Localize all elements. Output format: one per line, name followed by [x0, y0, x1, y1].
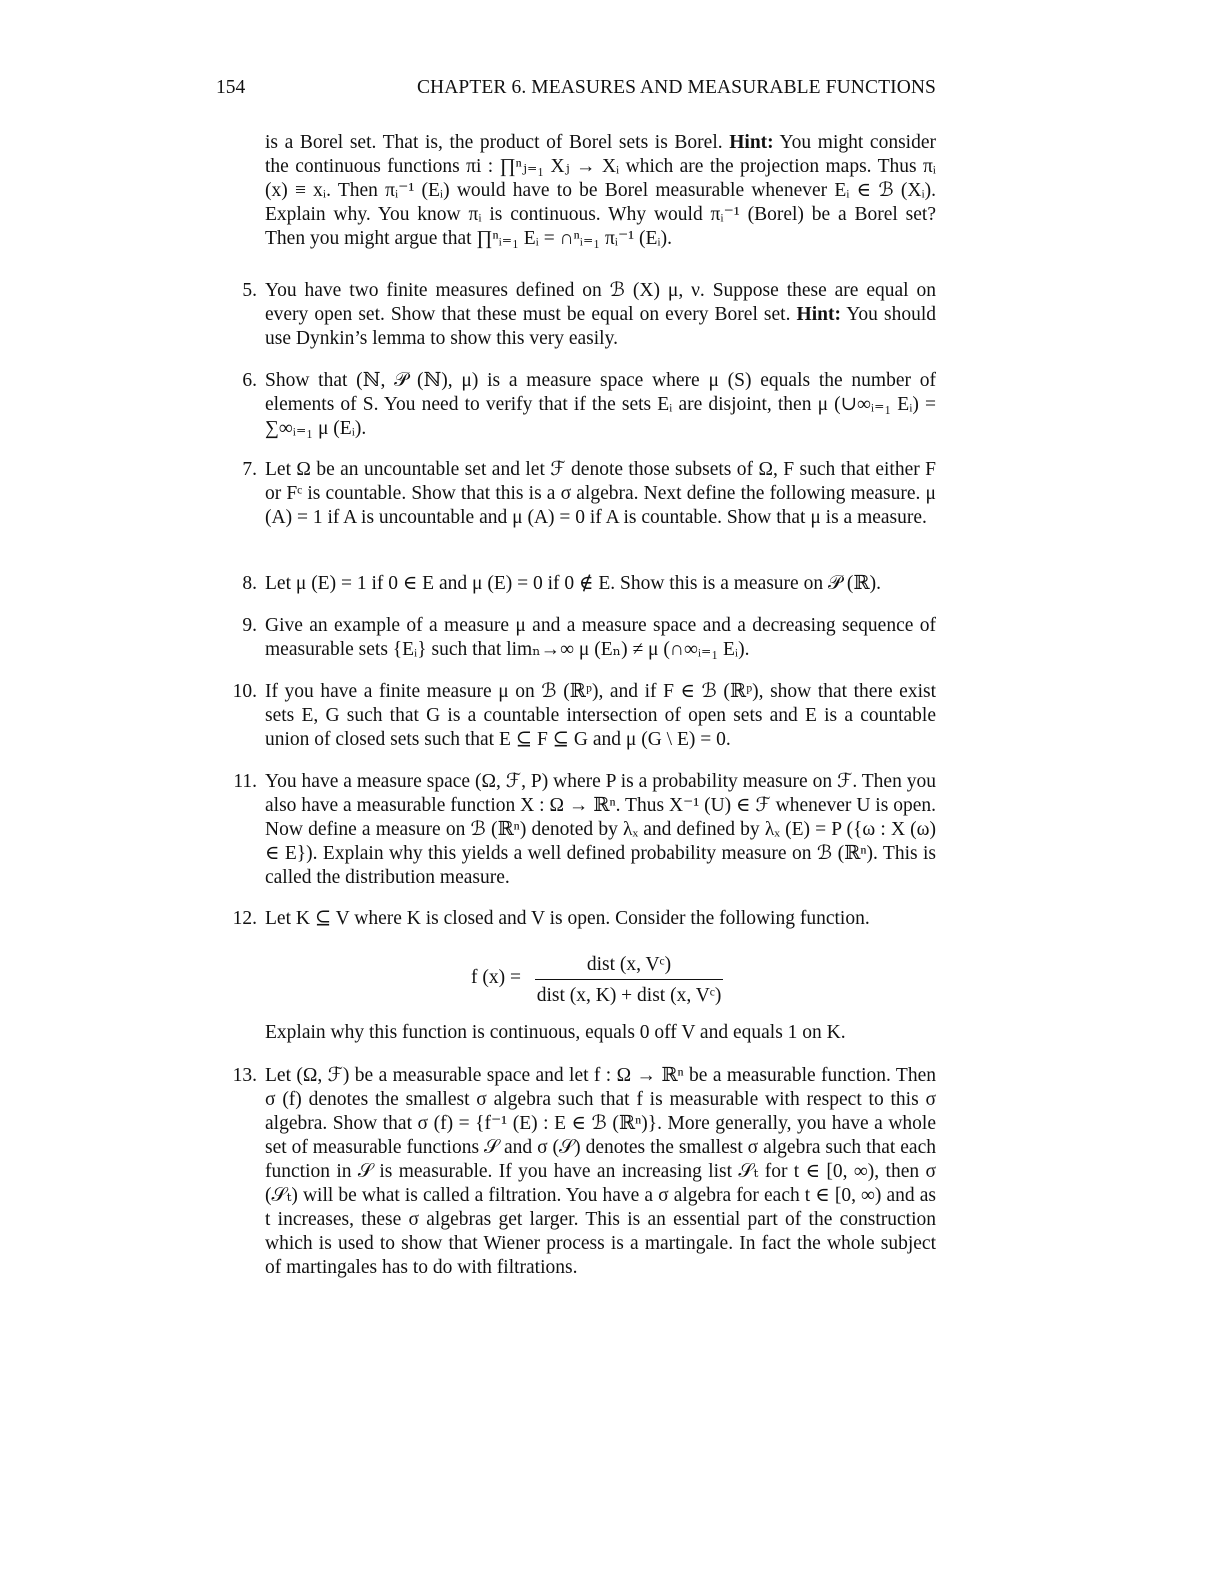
problem-13 [232, 1064, 936, 1280]
problem-8 [242, 572, 936, 596]
problem-number: 12. [232, 908, 257, 929]
problem-number: 8. [242, 573, 257, 594]
problem-12 [232, 907, 936, 931]
problem-number: 7. [242, 459, 257, 480]
problem-6 [242, 369, 936, 441]
problem-text: Let K ⊆ V where K is closed and V is open. Consider the following function. [265, 908, 870, 929]
problem-text: Let Ω be an uncountable set and let ℱ denote those subsets of Ω, F such that either F or Fᶜ is countable. Show that this is a σ algebra. Next define the following measure. μ (A) = 1 if A is uncountable and μ (A) = 0 if A is countable. Show that μ is a measure. [265, 459, 936, 528]
hint-label: Hint: [796, 304, 841, 325]
intro-text-2: You might consider the continuous functions π [265, 132, 936, 177]
problem-12-continuation: Explain why this function is continuous, equals 0 off V and equals 1 on K. [265, 1022, 846, 1043]
problem-text: Let (Ω, ℱ) be a measurable space and let f : Ω → ℝⁿ be a measurable function. Then σ (f) denotes the smallest σ algebra such that f is measurable with respect to this σ algebra. Show that σ (f) = {f⁻¹ (E) : E ∈ ℬ (ℝⁿ)}. More generally, you have a whole set of measurable functions 𝒮 and σ (𝒮) denotes the smallest σ algebra such that each function in 𝒮 is measurable. If you have an increasing list 𝒮ₜ for t ∈ [0, ∞), then σ (𝒮ₜ) will be what is called a filtration. You have a σ algebra for each t ∈ [0, ∞) and as t increases, these σ algebras get larger. This is an essential part of the construction which is used to show that Wiener process is a martingale. In fact the whole subject of martingales has to do with filtrations. [265, 1065, 936, 1278]
chapter-title: CHAPTER 6. MEASURES AND MEASURABLE FUNCTIONS [416, 77, 936, 98]
problem-5 [242, 279, 936, 351]
problem-text: You have a measure space (Ω, ℱ, P) where P is a probability measure on ℱ. Then you also have a measurable function X : Ω → ℝⁿ. Thus X⁻¹ (U) ∈ ℱ whenever U is open. Now define a measure on ℬ (ℝⁿ) denoted by λₓ and defined by λₓ (E) = P ({ω : X (ω) ∈ E}). Explain why this yields a well defined probability measure on ℬ (ℝⁿ). This is called the distribution measure. [265, 771, 936, 888]
problem-number: 6. [242, 370, 257, 391]
fraction-numerator: dist (x, Vᶜ) [535, 951, 723, 980]
display-equation [265, 951, 936, 1013]
problem-text: Let μ (E) = 1 if 0 ∈ E and μ (E) = 0 if 0 ∉ E. Show this is a measure on 𝒫 (ℝ). [265, 573, 881, 594]
problem-text-after-hint: You should use Dynkin’s lemma to show this very easily. [265, 304, 936, 349]
problem-text: Show that (ℕ, 𝒫 (ℕ), μ) is a measure space where μ (S) equals the number of elements of S. You need to verify that if the sets Eᵢ are disjoint, then μ (∪∞ᵢ₌₁ Eᵢ) = ∑∞ᵢ₌₁ μ (Eᵢ). [265, 370, 936, 439]
continued-problem-text [265, 131, 936, 251]
problem-number: 11. [233, 771, 257, 792]
problem-number: 5. [242, 280, 257, 301]
problem-text: You have two finite measures defined on ℬ (X) μ, ν. Suppose these are equal on every open set. Show that these must be equal on every Borel set. [265, 280, 936, 325]
fraction-denominator: dist (x, K) + dist (x, Vᶜ) [536, 985, 722, 1006]
problem-7 [242, 458, 936, 530]
hint-label: Hint: [729, 132, 774, 153]
equation-lhs: f (x) = [471, 967, 521, 988]
intro-text-3: i : ∏ⁿⱼ₌₁ Xⱼ → Xᵢ which are the projection maps. Thus πᵢ (x) ≡ xᵢ. Then πᵢ⁻¹ (Eᵢ) would have to be Borel measurable whenever Eᵢ ∈ ℬ (Xᵢ). Explain why. You know πᵢ is continuous. Why would πᵢ⁻¹ (Borel) be a Borel set? Then you might argue that ∏ⁿᵢ₌₁ Eᵢ = ∩ⁿᵢ₌₁ πᵢ⁻¹ (Eᵢ). [265, 156, 936, 249]
problem-text: Give an example of a measure μ and a measure space and a decreasing sequence of measurable sets {Eᵢ} such that limₙ→∞ μ (Eₙ) ≠ μ (∩∞ᵢ₌₁ Eᵢ). [265, 615, 936, 660]
intro-text-1: is a Borel set. That is, the product of Borel sets is Borel. [265, 132, 730, 153]
problem-number: 13. [232, 1065, 257, 1086]
problem-number: 10. [232, 681, 257, 702]
fraction [535, 951, 723, 1010]
problem-11 [233, 770, 936, 890]
problem-text: If you have a finite measure μ on ℬ (ℝᵖ), and if F ∈ ℬ (ℝᵖ), show that there exist sets E, G such that G is a countable intersection of open sets and E is a countable union of closed sets such that E ⊆ F ⊆ G and μ (G \ E) = 0. [265, 681, 936, 750]
problem-10 [232, 680, 936, 752]
problem-9 [242, 614, 936, 662]
page-number: 154 [216, 77, 246, 98]
problem-number: 9. [242, 615, 257, 636]
